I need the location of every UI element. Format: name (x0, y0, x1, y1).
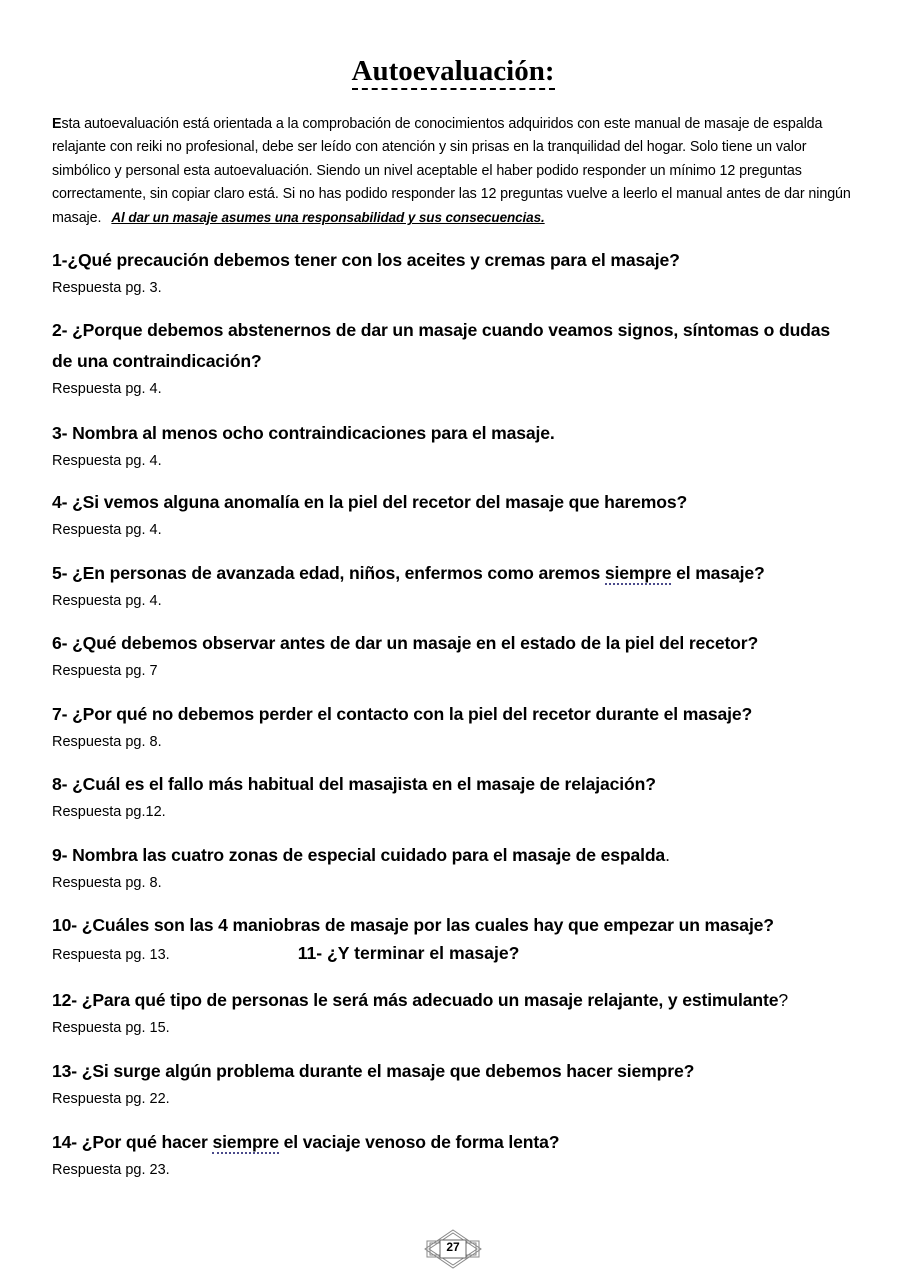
answer-ref: Respuesta pg. 8. (52, 734, 162, 750)
question-14 (52, 1127, 852, 1180)
question-11: 11- ¿Y terminar el masaje? (297, 943, 520, 963)
question-text: 9- Nombra las cuatro zonas de especial cuidado para el masaje de espalda. (52, 845, 670, 865)
question-12 (52, 985, 852, 1038)
intro-first-letter: E (52, 116, 62, 132)
question-text: 2- ¿Porque debemos abstenernos de dar un masaje cuando veamos signos, síntomas o dudas de una contraindicación? (52, 320, 831, 371)
answer-ref: Respuesta pg. 8. (52, 875, 162, 891)
question-3 (52, 418, 852, 471)
answer-ref: Respuesta pg. 4. (52, 381, 162, 397)
intro-warning: Al dar un masaje asumes una responsabilidad y sus consecuencias. (111, 210, 545, 226)
question-7 (52, 699, 852, 752)
answer-ref: Respuesta pg. 4. (52, 453, 162, 469)
page-title-block (0, 55, 906, 88)
answer-ref: Respuesta pg. 7 (52, 663, 158, 679)
question-6 (52, 628, 852, 681)
intro-paragraph (52, 113, 852, 230)
question-text: 4- ¿Si vemos alguna anomalía en la piel del recetor del masaje que haremos? (52, 492, 688, 512)
question-text: 12- ¿Para qué tipo de personas le será más adecuado un masaje relajante, y estimulante? (52, 990, 788, 1010)
question-text: 7- ¿Por qué no debemos perder el contacto con la piel del recetor durante el masaje? (52, 704, 753, 724)
question-text: 10- ¿Cuáles son las 4 maniobras de masaje por las cuales hay que empezar un masaje? (52, 915, 774, 935)
page-number: 27 (446, 1240, 460, 1254)
answer-ref: Respuesta pg. 4. (52, 522, 162, 538)
emphasis-siempre: siempre (604, 563, 672, 583)
emphasis-siempre: siempre (212, 1132, 279, 1152)
question-1 (52, 245, 852, 298)
page-number-badge (423, 1229, 483, 1269)
answer-ref: Respuesta pg. 4. (52, 593, 162, 609)
answer-ref: Respuesta pg. 15. (52, 1020, 170, 1036)
question-text: 14- ¿Por qué hacer siempre el vaciaje venoso de forma lenta? (52, 1132, 560, 1152)
question-text: 6- ¿Qué debemos observar antes de dar un masaje en el estado de la piel del recetor? (52, 633, 759, 653)
question-10 (52, 910, 852, 965)
question-9 (52, 840, 852, 893)
answer-ref: Respuesta pg. 13. 11- ¿Y terminar el masaje? (52, 943, 520, 963)
answer-ref: Respuesta pg. 3. (52, 280, 162, 296)
question-5 (52, 558, 852, 611)
question-2 (52, 315, 852, 399)
question-8 (52, 769, 852, 822)
question-13 (52, 1056, 852, 1109)
answer-ref: Respuesta pg. 22. (52, 1091, 170, 1107)
answer-ref: Respuesta pg.12. (52, 804, 166, 820)
page-title: Autoevaluación: (352, 55, 555, 90)
question-text: 8- ¿Cuál es el fallo más habitual del masajista en el masaje de relajación? (52, 774, 656, 794)
question-4 (52, 487, 852, 540)
question-text: 5- ¿En personas de avanzada edad, niños, enfermos como aremos siempre el masaje? (52, 563, 765, 583)
answer-ref: Respuesta pg. 23. (52, 1162, 170, 1178)
question-text: 1-¿Qué precaución debemos tener con los aceites y cremas para el masaje? (52, 250, 680, 270)
question-text: 3- Nombra al menos ocho contraindicaciones para el masaje. (52, 423, 555, 443)
intro-text: sta autoevaluación está orientada a la comprobación de conocimientos adquiridos con este manual de masaje de espalda relajante con reiki no profesional, debe ser leído con atención y sin prisas en la tranquilidad del hogar. Solo tiene un valor simbólico y personal esta autoevaluación. Siendo un nivel aceptable el haber podido responder un mínimo 12 preguntas correctamente, sin copiar claro está. Si no has podido responder las 12 preguntas vuelve a leerlo el manual antes de dar ningún masaje. (52, 116, 851, 227)
question-text: 13- ¿Si surge algún problema durante el masaje que debemos hacer siempre? (52, 1061, 695, 1081)
